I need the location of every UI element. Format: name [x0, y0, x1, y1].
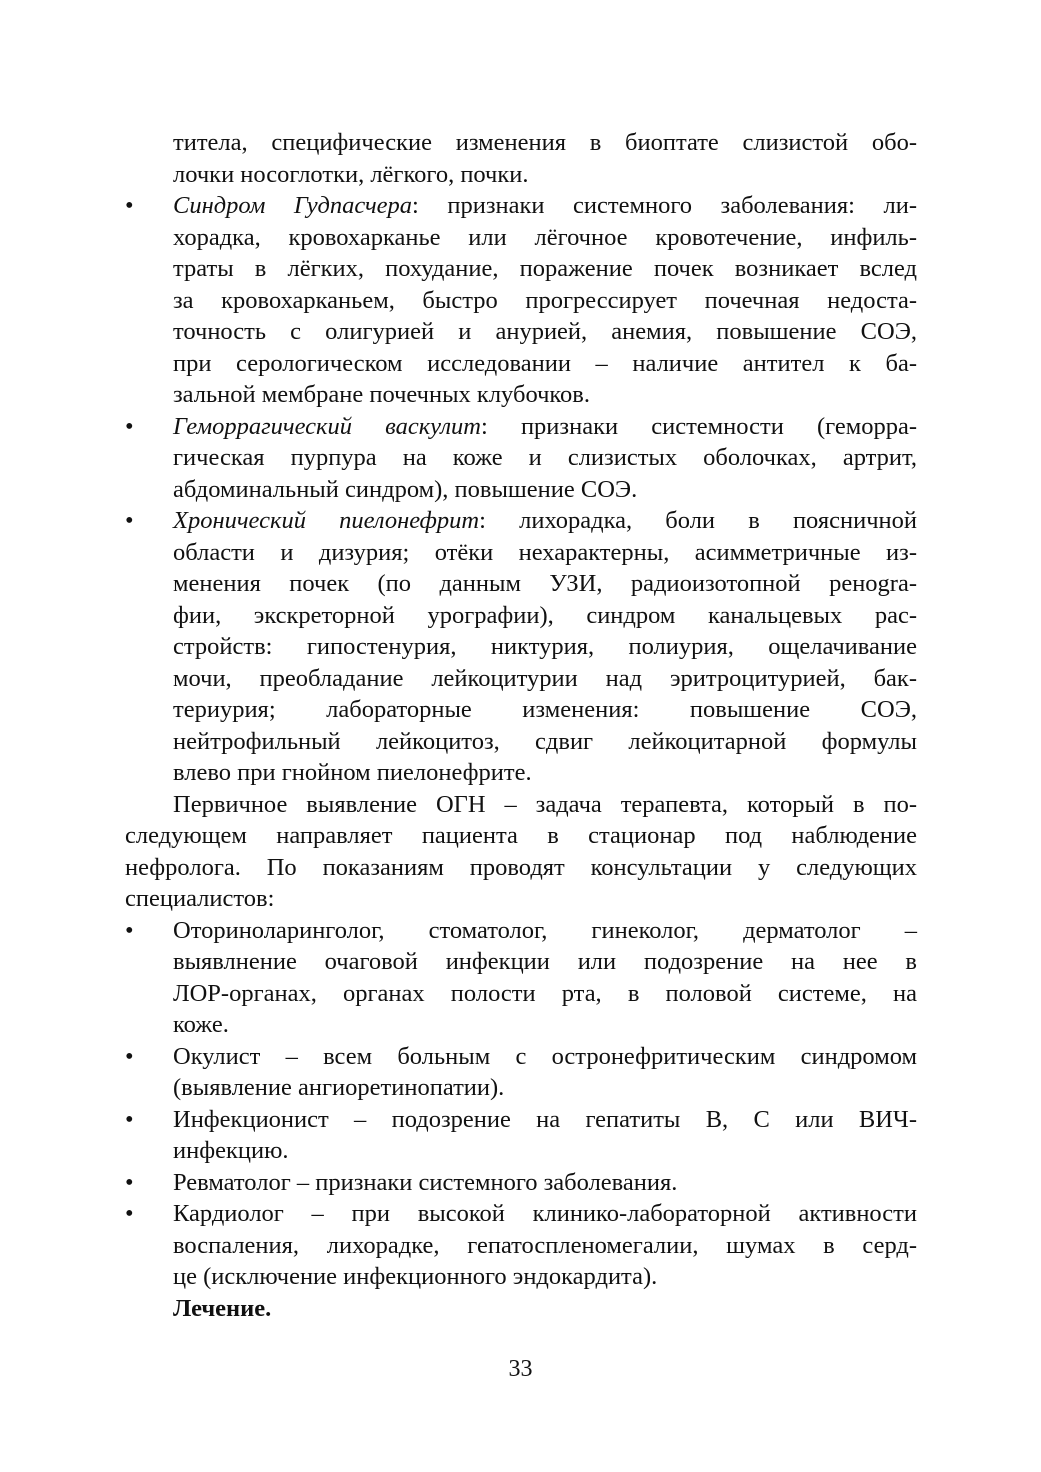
text-line: следующем направляет пациента в стационар под наблюдение: [125, 822, 917, 849]
heading-treatment: Лечение.: [173, 1294, 272, 1322]
list-item-oculist: [125, 1041, 917, 1104]
text-line: ЛОР-органах, органах полости рта, в половой системе, на: [173, 979, 917, 1007]
term: Геморрагический васкулит: [173, 412, 482, 440]
list-item-ent: [125, 915, 917, 1041]
page-number: 33: [508, 1356, 533, 1382]
text-line: Инфекционист – подозрение на гепатиты В, С или ВИЧ-: [173, 1105, 917, 1133]
text-line: Синдром Гудпасчера: признаки системного заболевания: ли-: [173, 192, 917, 219]
bullet-icon: •: [125, 916, 134, 944]
term: Синдром Гудпасчера: [173, 192, 413, 219]
bullet-icon: •: [125, 1200, 134, 1227]
continuation-text: [125, 127, 917, 190]
text-line: влево при гнойном пиелонефрите.: [173, 759, 532, 786]
text-line: Кардиолог – при высокой клинико-лабораторной активности: [173, 1200, 917, 1227]
bullet-icon: •: [125, 1168, 134, 1196]
text-line: хорадка, кровохарканье или лёгочное кровотечение, инфиль-: [173, 223, 917, 251]
list-item-rheumatologist: [125, 1167, 917, 1199]
bullet-icon: •: [125, 192, 134, 219]
text-line: Первичное выявление ОГН – задача терапевта, который в по-: [173, 790, 917, 818]
text-line: выявлнение очаговой инфекции или подозрение на нее в: [173, 948, 917, 975]
list-item-vasculitis: [125, 411, 917, 506]
text-line: це (исключение инфекционного эндокардита).: [173, 1263, 658, 1290]
text-line: нейтрофильный лейкоцитоз, сдвиг лейкоцитарной формулы: [173, 727, 917, 755]
text-line: териурия; лабораторные изменения: повышение СОЭ,: [173, 696, 917, 723]
text-line: точность с олигурией и анурией, анемия, повышение СОЭ,: [173, 318, 917, 345]
bullet-icon: •: [125, 1042, 134, 1070]
text-line: при серологическом исследовании – наличие антител к ба-: [173, 349, 917, 377]
text-line: Окулист – всем больным с остронефритическим синдромом: [173, 1042, 917, 1070]
list-item-goodpasture: [125, 190, 917, 411]
text-line: области и дизурия; отёки нехарактерны, асимметричные из-: [173, 538, 917, 566]
text-line: (выявление ангиоретинопатии).: [173, 1074, 505, 1101]
text-line: фии, экскреторной урографии), синдром канальцевых рас-: [173, 601, 917, 629]
page-body: [125, 127, 917, 1324]
text-line: Хронический пиелонефрит: лихорадка, боли в поясничной: [173, 507, 917, 534]
text-line: абдоминальный синдром), повышение СОЭ.: [173, 475, 638, 503]
text-line: за кровохарканьем, быстро прогрессирует почечная недоста-: [173, 286, 917, 314]
text-line: лочки носоглотки, лёгкого, почки.: [173, 160, 529, 188]
text-line: коже.: [173, 1011, 229, 1038]
text-line: Ревматолог – признаки системного заболевания.: [173, 1168, 678, 1196]
text-line: мочи, преобладание лейкоцитурии над эритроцитурией, бак-: [173, 664, 917, 692]
bullet-icon: •: [125, 1105, 134, 1133]
list-item-pyelonephritis: [125, 505, 917, 789]
text-line: специалистов:: [125, 885, 275, 912]
text-line: воспаления, лихорадке, гепатоспленомегалии, шумах в серд-: [173, 1231, 917, 1259]
text-line: гическая пурпура на коже и слизистых оболочках, артрит,: [173, 444, 917, 471]
text-line: Геморрагический васкулит: признаки системности (геморра-: [173, 412, 917, 440]
text-line: стройств: гипостенурия, никтурия, полиурия, ощелачивание: [173, 633, 917, 660]
list-item-infectionist: [125, 1104, 917, 1167]
text-line: нефролога. По показаниям проводят консультации у следующих: [125, 853, 917, 881]
paragraph: [125, 789, 917, 915]
text-line: зальной мембране почечных клубочков.: [173, 381, 590, 408]
text-line: траты в лёгких, похудание, поражение почек возникает вслед: [173, 255, 917, 282]
section-heading: [125, 1293, 917, 1325]
bullet-icon: •: [125, 412, 134, 440]
text-line: менения почек (по данным УЗИ, радиоизотопной ренogra-: [173, 570, 917, 597]
term: Хронический пиелонефрит: [173, 507, 480, 534]
list-item-cardiologist: [125, 1198, 917, 1293]
text-line: инфекцию.: [173, 1137, 289, 1164]
text-line: Оториноларинголог, стоматолог, гинеколог, дерматолог –: [173, 916, 917, 944]
bullet-icon: •: [125, 507, 134, 534]
text-line: тителa, специфические изменения в биоптате слизистой обо-: [173, 129, 917, 156]
